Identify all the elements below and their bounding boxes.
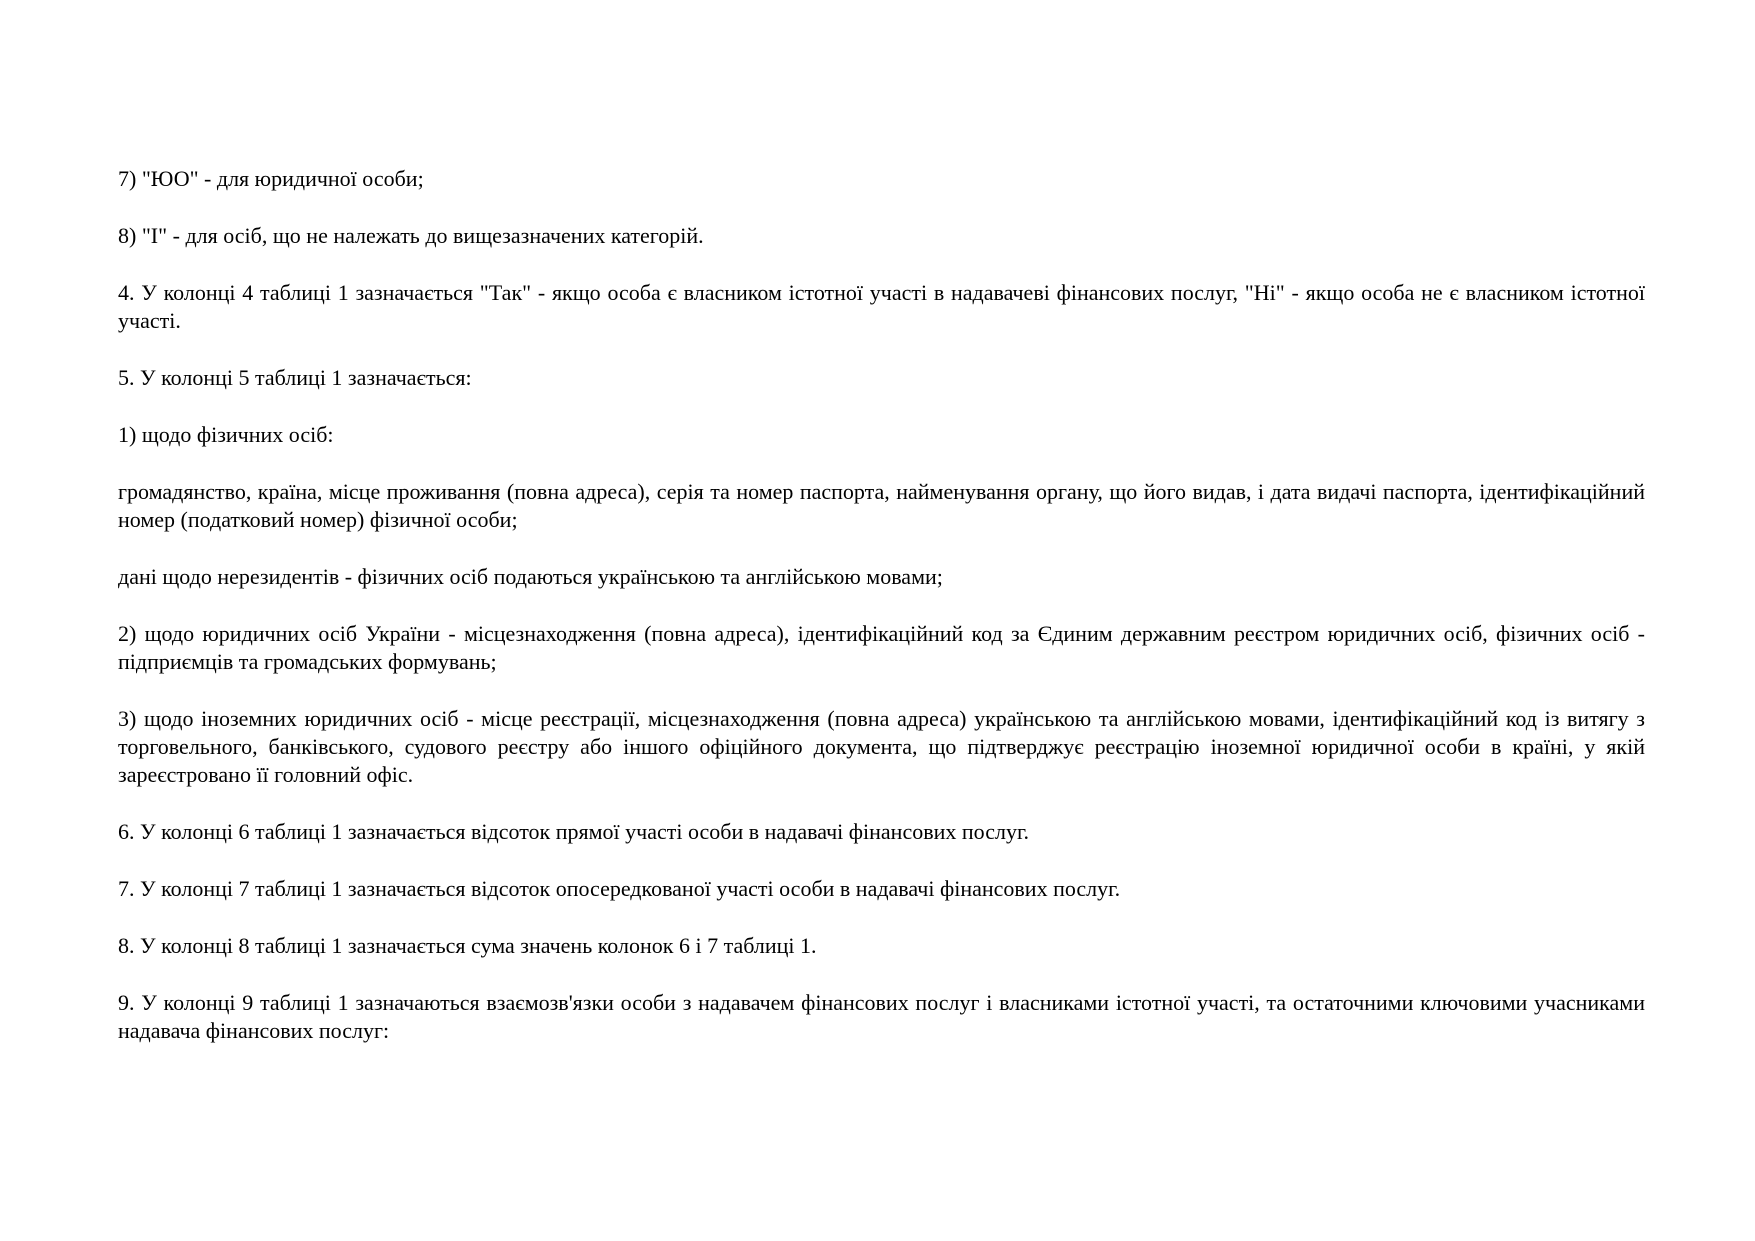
paragraph-individuals-details: громадянство, країна, місце проживання (повна адреса), серія та номер паспорта, найменування органу, що його видав, і дата видачі паспорта, ідентифікаційний номер (податковий номер) фізичної особи; (118, 479, 1645, 532)
paragraph-column-4: 4. У колонці 4 таблиці 1 зазначається "Так" - якщо особа є власником істотної участі в надавачеві фінансових послуг, "Ні" - якщо особа не є власником істотної участі. (118, 280, 1645, 333)
paragraph-individuals-heading: 1) щодо фізичних осіб: (118, 422, 334, 447)
paragraph-column-6: 6. У колонці 6 таблиці 1 зазначається відсоток прямої участі особи в надавачі фінансових послуг. (118, 819, 1029, 844)
paragraph-foreign-legal-entities: 3) щодо іноземних юридичних осіб - місце реєстрації, місцезнаходження (повна адреса) українською та англійською мовами, ідентифікаційний код із витягу з торговельного, банківського, судового реєстру або іншого офіційного документа, що підтверджує реєстрацію іноземної юридичної особи в країні, у якій зареєстровано її головний офіс. (118, 706, 1645, 787)
paragraph-column-8: 8. У колонці 8 таблиці 1 зазначається сума значень колонок 6 і 7 таблиці 1. (118, 933, 817, 958)
paragraph-nonresidents: дані щодо нерезидентів - фізичних осіб подаються українською та англійською мовами; (118, 564, 943, 589)
paragraph-ukrainian-legal-entities: 2) щодо юридичних осіб України - місцезнаходження (повна адреса), ідентифікаційний код за Єдиним державним реєстром юридичних осіб, фізичних осіб - підприємців та громадських формувань; (118, 621, 1645, 674)
paragraph-category-yuo: 7) "ЮО" - для юридичної особи; (118, 166, 424, 191)
paragraph-column-7: 7. У колонці 7 таблиці 1 зазначається відсоток опосередкованої участі особи в надавачі фінансових послуг. (118, 876, 1121, 901)
paragraph-column-9: 9. У колонці 9 таблиці 1 зазначаються взаємозв'язки особи з надавачем фінансових послуг і власниками істотної участі, та остаточними ключовими учасниками надавача фінансових послуг: (118, 990, 1645, 1043)
paragraph-column-5: 5. У колонці 5 таблиці 1 зазначається: (118, 365, 472, 390)
paragraph-category-i: 8) "І" - для осіб, що не належать до вищезазначених категорій. (118, 223, 704, 248)
document-body (118, 165, 1645, 1074)
